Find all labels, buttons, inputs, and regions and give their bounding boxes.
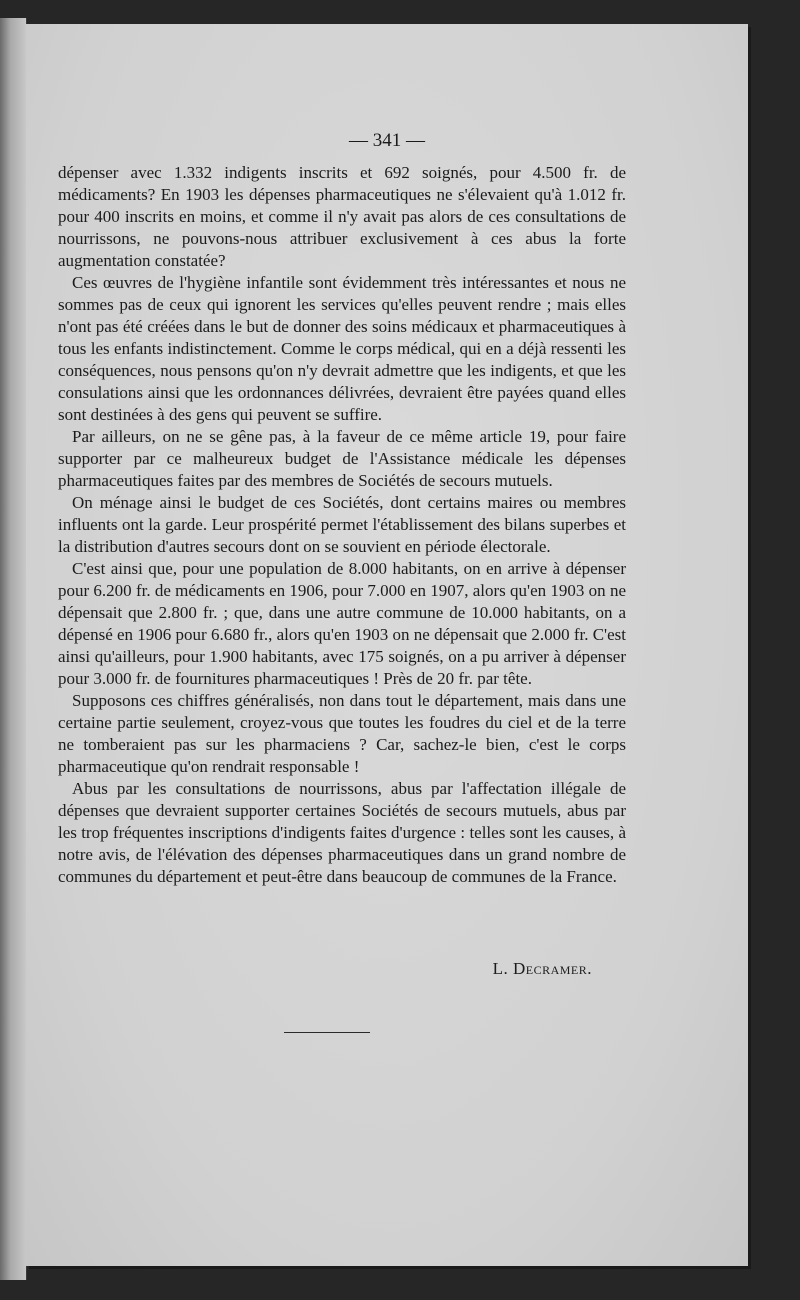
closing-rule bbox=[284, 1032, 370, 1033]
paragraph-7: Abus par les consultations de nourrissons, abus par l'affectation illégale de dépenses que devraient supporter certaines Sociétés de secours mutuels, abus par les trop fréquentes inscriptions d'indigents faites d'urgence : telles sont les causes, à notre avis, de l'élévation des dépenses pharmaceutiques dans un grand nombre de communes du département et peut-être dans beaucoup de communes de la France. bbox=[58, 779, 626, 886]
paragraph-1: dépenser avec 1.332 indigents inscrits et 692 soignés, pour 4.500 fr. de médicaments? En 1903 les dépenses pharmaceutiques ne s'élevaient qu'à 1.012 fr. pour 400 inscrits en moins, et comme il n'y avait pas alors de ces consultations de nourrissons, ne pouvons-nous attribuer exclusivement à ces abus la forte augmentation constatée? bbox=[58, 163, 626, 270]
author-signature: L. Decramer. bbox=[492, 959, 592, 978]
paragraph-2: Ces œuvres de l'hygiène infantile sont évidemment très intéressantes et nous ne sommes pas de ceux qui ignorent les services qu'elles peuvent rendre ; mais elles n'ont pas été créées dans le but de donner des soins médicaux et pharmaceutiques à tous les enfants indistinctement. Comme le corps médical, qui en a déjà ressenti les conséquences, nous pensons qu'on n'y devrait admettre que les indigents, et que les consulations ainsi que les ordonnances délivrées, devraient être payées quand elles sont destinées à des gens qui peuvent se suffire. bbox=[58, 273, 626, 424]
book-page bbox=[26, 24, 748, 1266]
paragraph-6: Supposons ces chiffres généralisés, non dans tout le département, mais dans une certaine partie seulement, croyez-vous que toutes les foudres du ciel et de la terre ne tomberaient pas sur les pharmaciens ? Car, sachez-le bien, c'est le corps pharmaceutique qu'on rendrait responsable ! bbox=[58, 691, 626, 776]
previous-page-edge bbox=[0, 18, 27, 1280]
page-number: — 341 — bbox=[349, 130, 425, 151]
paragraph-4: On ménage ainsi le budget de ces Sociétés, dont certains maires ou membres influents ont la garde. Leur prospérité permet l'établissement des bilans superbes et la distribution d'autres secours dont on se souvient en période électorale. bbox=[58, 493, 626, 556]
paragraph-3: Par ailleurs, on ne se gêne pas, à la faveur de ce même article 19, pour faire supporter par ce malheureux budget de l'Assistance médicale les dépenses pharmaceutiques faites par des membres de Sociétés de secours mutuels. bbox=[58, 427, 626, 490]
paragraph-5: C'est ainsi que, pour une population de 8.000 habitants, on en arrive à dépenser pour 6.200 fr. de médicaments en 1906, pour 7.000 en 1907, alors qu'en 1903 on ne dépensait que 2.800 fr. ; que, dans une autre commune de 10.000 habitants, on a dépensé en 1906 pour 6.680 fr., alors qu'en 1903 on ne dépensait que 2.000 fr. C'est ainsi qu'ailleurs, pour 1.900 habitants, avec 175 soignés, on a pu arriver à dépenser pour 3.000 fr. de fournitures pharmaceutiques ! Près de 20 fr. par tête. bbox=[58, 559, 626, 688]
body-text bbox=[58, 162, 626, 888]
